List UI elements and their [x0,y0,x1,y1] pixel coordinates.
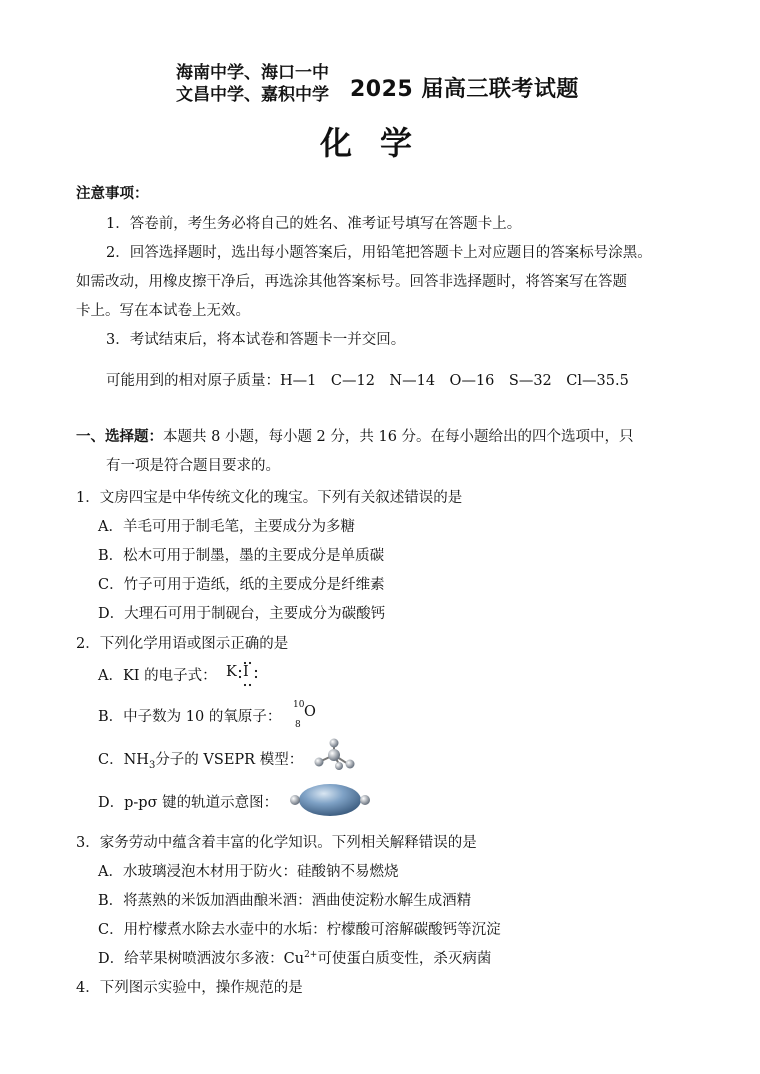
section-1-desc-line-2: 有一项是符合题目要求的。 [106,458,280,474]
section-1-desc-line-1: 本题共 8 小题，每小题 2 分，共 16 分。在每小题给出的四个选项中，只 [163,429,634,445]
q3-option-c: C．用柠檬煮水除去水壶中的水垢：柠檬酸可溶解碳酸钙等沉淀 [98,922,501,938]
q3-option-d [98,947,491,968]
q2-option-a [98,664,217,685]
q2-option-c-text [98,748,303,771]
oxygen-isotope-notation [293,700,323,734]
q3-d-charge: 2+ [304,950,318,961]
notice-item-1: 1．答卷前，考生务必将自己的姓名、准考证号填写在答题卡上。 [106,216,522,232]
isotope-mass-number: 10 [293,700,305,710]
q3-d-text-post: 可使蛋白质变性，杀灭病菌 [317,951,492,967]
q2-option-a-text: A．KI 的电子式： [98,668,217,684]
q2-c-vsepr-text: 分子的 VSEPR 模型： [155,752,304,768]
ki-electron-dots [226,660,266,688]
atomic-masses: 可能用到的相对原子质量：H—1 C—12 N—14 O—16 S—32 Cl—35.5 [106,373,629,389]
notice-item-2-line-3: 卡上。写在本试卷上无效。 [76,303,250,319]
q1-option-c: C．竹子可用于造纸，纸的主要成分是纤维素 [98,577,385,593]
q2-c-nh-text: C．NH [98,752,149,768]
notice-item-2-line-1: 2．回答选择题时，选出每小题答案后，用铅笔把答题卡上对应题目的答案标号涂黑。 [106,245,652,261]
q3-option-a: A．水玻璃浸泡木材用于防火：硅酸钠不易燃烧 [98,864,399,880]
exam-title: 2025 届高三联考试题 [350,77,579,102]
vsepr-model-icon [310,738,358,772]
q2-option-d-text: D．p-pσ 键的轨道示意图： [98,795,279,811]
q1-option-a: A．羊毛可用于制毛笔，主要成分为多糖 [98,519,355,535]
school-line-2: 文昌中学、嘉积中学 [176,85,329,105]
isotope-atomic-number: 8 [295,720,301,730]
q1-stem: 1．文房四宝是中华传统文化的瑰宝。下列有关叙述错误的是 [76,490,463,506]
q3-d-text-pre: D．给苹果树喷洒波尔多液：Cu [98,951,305,967]
q2-c-subscript: 3 [148,759,156,771]
q2-stem: 2．下列化学用语或图示正确的是 [76,636,289,652]
section-1-label: 一、选择题： [76,429,163,445]
q3-stem: 3．家务劳动中蕴含着丰富的化学知识。下列相关解释错误的是 [76,835,477,851]
section-1-header [76,425,634,446]
q4-stem: 4．下列图示实验中，操作规范的是 [76,980,303,996]
school-line-1: 海南中学、海口一中 [176,63,329,83]
q2-option-b-text: B．中子数为 10 的氧原子： [98,709,282,725]
ki-electron-formula [226,660,266,688]
p-p-sigma-orbital-icon [286,780,374,820]
ki-k-symbol: K [226,664,237,680]
q1-option-b: B．松木可用于制墨，墨的主要成分是单质碳 [98,548,385,564]
subject-title: 化学 [319,124,440,162]
notice-item-2-line-2: 如需改动，用橡皮擦干净后，再选涂其他答案标号。回答非选择题时，将答案写在答题 [76,274,627,290]
school-names [176,62,329,106]
notice-heading: 注意事项： [76,186,149,202]
q3-option-b: B．将蒸熟的米饭加酒曲酿米酒：酒曲使淀粉水解生成酒精 [98,893,472,909]
isotope-symbol: O [304,704,316,720]
ki-i-symbol: I [243,664,249,680]
notice-item-3: 3．考试结束后，将本试卷和答题卡一并交回。 [106,332,406,348]
q1-option-d: D．大理石可用于制砚台，主要成分为碳酸钙 [98,606,386,622]
